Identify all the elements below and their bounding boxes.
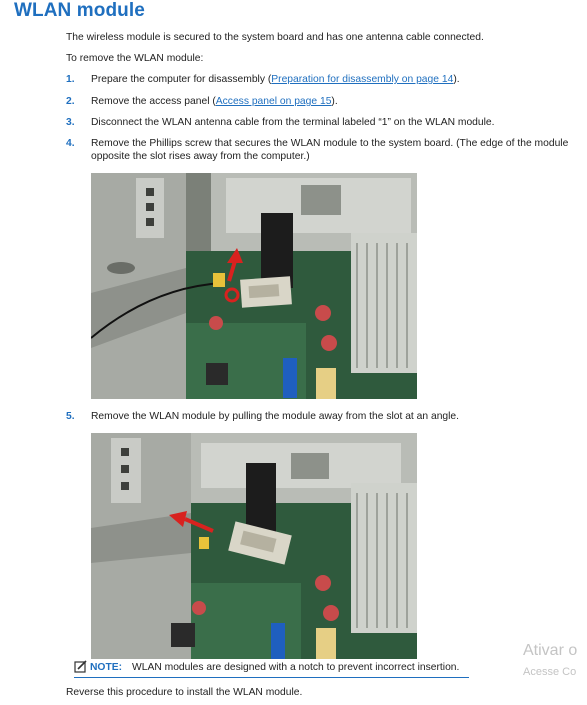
activation-watermark-line2: Acesse Co [523,666,577,678]
activation-watermark-line1: Ativar o [523,642,578,659]
step-number: 2. [66,96,75,107]
access-panel-link[interactable]: Access panel on page 15 [215,96,332,107]
preparation-link[interactable]: Preparation for disassembly on page 14 [271,74,454,85]
page-title: WLAN module [14,0,145,21]
step-text: Remove the WLAN module by pulling the module away from the slot at an angle. [91,411,460,422]
step-text: Disconnect the WLAN antenna cable from the terminal labeled “1” on the WLAN module. [91,117,495,128]
note-label: NOTE: [90,662,123,673]
step-text: Prepare the computer for disassembly (Preparation for disassembly on page 14). [91,74,460,85]
photo-remove-screw [91,173,417,399]
reverse-paragraph: Reverse this procedure to install the WLAN module. [66,687,303,698]
step-number: 1. [66,74,75,85]
step-number: 5. [66,411,75,422]
step-number: 4. [66,138,75,149]
photo-remove-module [91,433,417,659]
note-text: WLAN modules are designed with a notch to prevent incorrect insertion. [132,662,460,673]
remove-intro: To remove the WLAN module: [66,53,204,64]
step-text: Remove the Phillips screw that secures the WLAN module to the system board. (The edge of the module opposite the slot rises away from the computer.) [91,138,569,162]
intro-paragraph: The wireless module is secured to the system board and has one antenna cable connected. [66,32,484,43]
note-pencil-icon [74,660,88,673]
step-text: Remove the access panel (Access panel on page 15). [91,96,338,107]
note-box [74,659,469,678]
step-number: 3. [66,117,75,128]
